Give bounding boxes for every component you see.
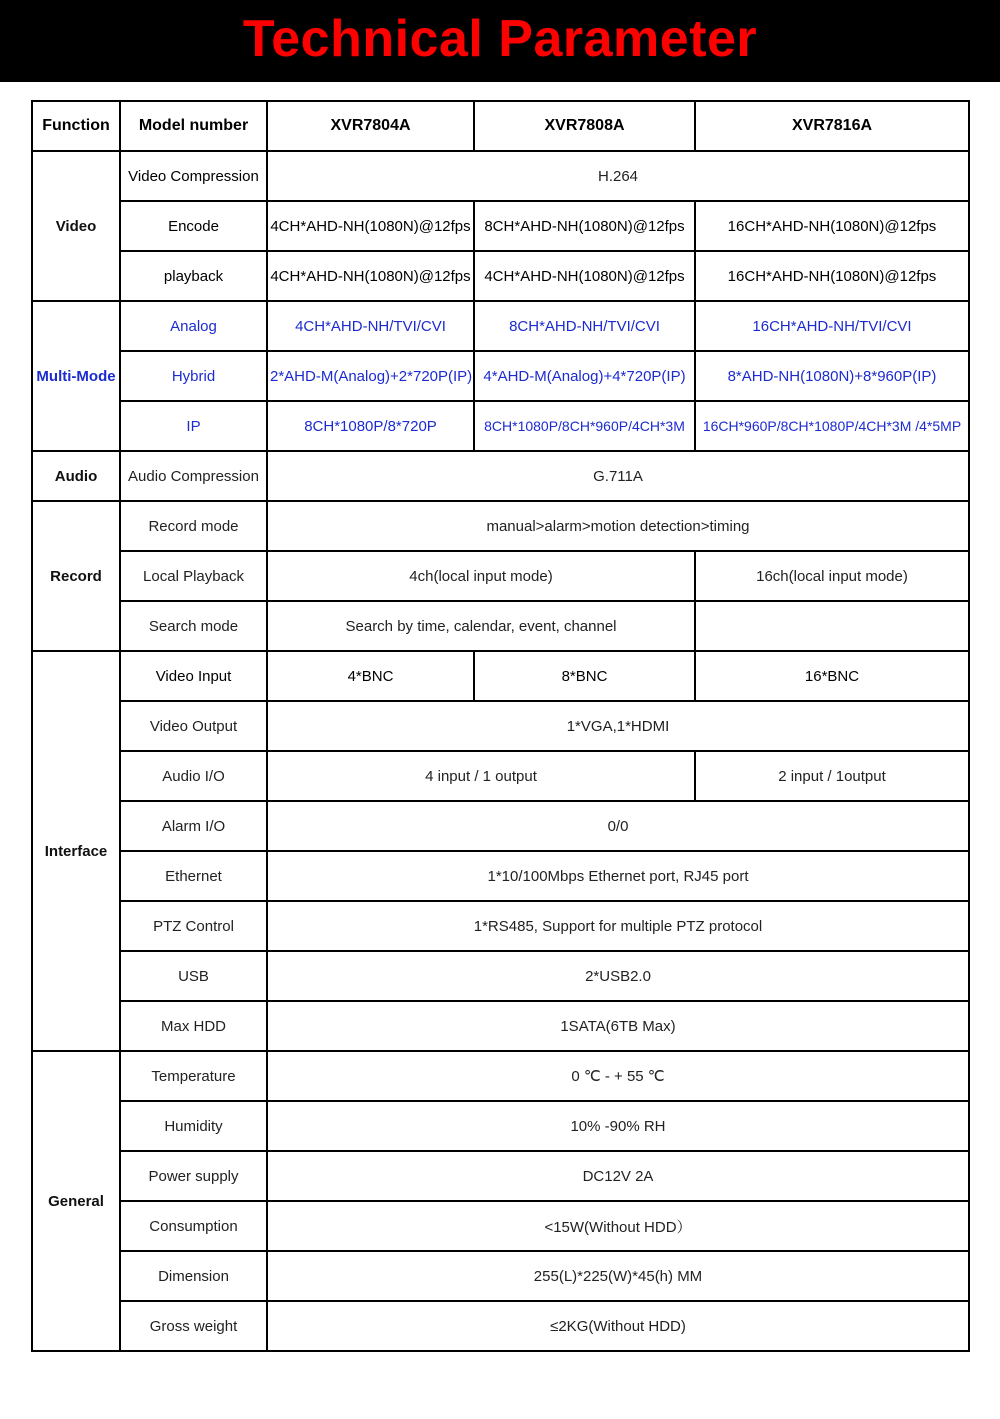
group-audio: Audio: [32, 451, 120, 501]
spec-table: [31, 100, 970, 1352]
value-playback-3: 16CH*AHD-NH(1080N)@12fps: [695, 251, 969, 301]
row-label-alarm-io: Alarm I/O: [120, 801, 267, 851]
row-label-ip: IP: [120, 401, 267, 451]
group-interface: Interface: [32, 651, 120, 1051]
value-consumption: <15W(Without HDD）: [267, 1201, 969, 1251]
value-video-input-3: 16*BNC: [695, 651, 969, 701]
row-label-local-playback: Local Playback: [120, 551, 267, 601]
value-encode-1: 4CH*AHD-NH(1080N)@12fps: [267, 201, 474, 251]
header-row: [32, 101, 969, 151]
row-label-playback: playback: [120, 251, 267, 301]
table-row: [32, 401, 969, 451]
header-model-2: XVR7808A: [474, 101, 695, 151]
row-label-max-hdd: Max HDD: [120, 1001, 267, 1051]
table-row: [32, 1051, 969, 1101]
table-row: [32, 801, 969, 851]
value-ethernet: 1*10/100Mbps Ethernet port, RJ45 port: [267, 851, 969, 901]
header-model-3: XVR7816A: [695, 101, 969, 151]
row-label-power-supply: Power supply: [120, 1151, 267, 1201]
table-row: [32, 301, 969, 351]
value-temperature: 0 ℃ - + 55 ℃: [267, 1051, 969, 1101]
group-record: Record: [32, 501, 120, 651]
value-record-mode: manual>alarm>motion detection>timing: [267, 501, 969, 551]
row-label-record-mode: Record mode: [120, 501, 267, 551]
table-row: [32, 1251, 969, 1301]
row-label-humidity: Humidity: [120, 1101, 267, 1151]
table-row: [32, 751, 969, 801]
value-local-playback-a: 4ch(local input mode): [267, 551, 695, 601]
value-playback-1: 4CH*AHD-NH(1080N)@12fps: [267, 251, 474, 301]
group-general: General: [32, 1051, 120, 1351]
table-row: [32, 501, 969, 551]
value-ip-3: 16CH*960P/8CH*1080P/4CH*3M /4*5MP: [695, 401, 969, 451]
table-row: [32, 1201, 969, 1251]
table-row: [32, 251, 969, 301]
value-power-supply: DC12V 2A: [267, 1151, 969, 1201]
value-audio-io-b: 2 input / 1output: [695, 751, 969, 801]
table-row: [32, 601, 969, 651]
value-video-input-1: 4*BNC: [267, 651, 474, 701]
value-encode-3: 16CH*AHD-NH(1080N)@12fps: [695, 201, 969, 251]
row-label-audio-compression: Audio Compression: [120, 451, 267, 501]
value-alarm-io: 0/0: [267, 801, 969, 851]
value-analog-1: 4CH*AHD-NH/TVI/CVI: [267, 301, 474, 351]
value-ip-2: 8CH*1080P/8CH*960P/4CH*3M: [474, 401, 695, 451]
row-label-temperature: Temperature: [120, 1051, 267, 1101]
table-row: [32, 1101, 969, 1151]
value-gross-weight: ≤2KG(Without HDD): [267, 1301, 969, 1351]
table-row: [32, 951, 969, 1001]
row-label-hybrid: Hybrid: [120, 351, 267, 401]
header-function: Function: [32, 101, 120, 151]
table-row: [32, 451, 969, 501]
row-label-audio-io: Audio I/O: [120, 751, 267, 801]
value-video-output: 1*VGA,1*HDMI: [267, 701, 969, 751]
header-model-number: Model number: [120, 101, 267, 151]
row-label-consumption: Consumption: [120, 1201, 267, 1251]
value-audio-compression: G.711A: [267, 451, 969, 501]
header-model-1: XVR7804A: [267, 101, 474, 151]
table-row: [32, 651, 969, 701]
row-label-encode: Encode: [120, 201, 267, 251]
table-row: [32, 151, 969, 201]
value-video-compression: H.264: [267, 151, 969, 201]
value-hybrid-1: 2*AHD-M(Analog)+2*720P(IP): [267, 351, 474, 401]
row-label-analog: Analog: [120, 301, 267, 351]
value-playback-2: 4CH*AHD-NH(1080N)@12fps: [474, 251, 695, 301]
value-local-playback-b: 16ch(local input mode): [695, 551, 969, 601]
value-video-input-2: 8*BNC: [474, 651, 695, 701]
value-humidity: 10% -90% RH: [267, 1101, 969, 1151]
row-label-video-input: Video Input: [120, 651, 267, 701]
table-row: [32, 1301, 969, 1351]
value-hybrid-3: 8*AHD-NH(1080N)+8*960P(IP): [695, 351, 969, 401]
value-analog-2: 8CH*AHD-NH/TVI/CVI: [474, 301, 695, 351]
value-audio-io-a: 4 input / 1 output: [267, 751, 695, 801]
title-banner: [0, 0, 1000, 82]
group-multi-mode: Multi-Mode: [32, 301, 120, 451]
table-row: [32, 551, 969, 601]
table-row: [32, 901, 969, 951]
table-row: [32, 201, 969, 251]
value-encode-2: 8CH*AHD-NH(1080N)@12fps: [474, 201, 695, 251]
value-max-hdd: 1SATA(6TB Max): [267, 1001, 969, 1051]
page-title: Technical Parameter: [242, 10, 758, 68]
value-analog-3: 16CH*AHD-NH/TVI/CVI: [695, 301, 969, 351]
table-row: [32, 1001, 969, 1051]
row-label-ptz-control: PTZ Control: [120, 901, 267, 951]
row-label-dimension: Dimension: [120, 1251, 267, 1301]
row-label-video-output: Video Output: [120, 701, 267, 751]
table-row: [32, 851, 969, 901]
row-label-gross-weight: Gross weight: [120, 1301, 267, 1351]
row-label-usb: USB: [120, 951, 267, 1001]
group-video: Video: [32, 151, 120, 301]
row-label-search-mode: Search mode: [120, 601, 267, 651]
value-ip-1: 8CH*1080P/8*720P: [267, 401, 474, 451]
value-usb: 2*USB2.0: [267, 951, 969, 1001]
value-dimension: 255(L)*225(W)*45(h) MM: [267, 1251, 969, 1301]
table-row: [32, 701, 969, 751]
row-label-ethernet: Ethernet: [120, 851, 267, 901]
value-ptz-control: 1*RS485, Support for multiple PTZ protocol: [267, 901, 969, 951]
value-search-mode-b: [695, 601, 969, 651]
value-hybrid-2: 4*AHD-M(Analog)+4*720P(IP): [474, 351, 695, 401]
value-search-mode-a: Search by time, calendar, event, channel: [267, 601, 695, 651]
row-label-video-compression: Video Compression: [120, 151, 267, 201]
table-row: [32, 1151, 969, 1201]
table-row: [32, 351, 969, 401]
